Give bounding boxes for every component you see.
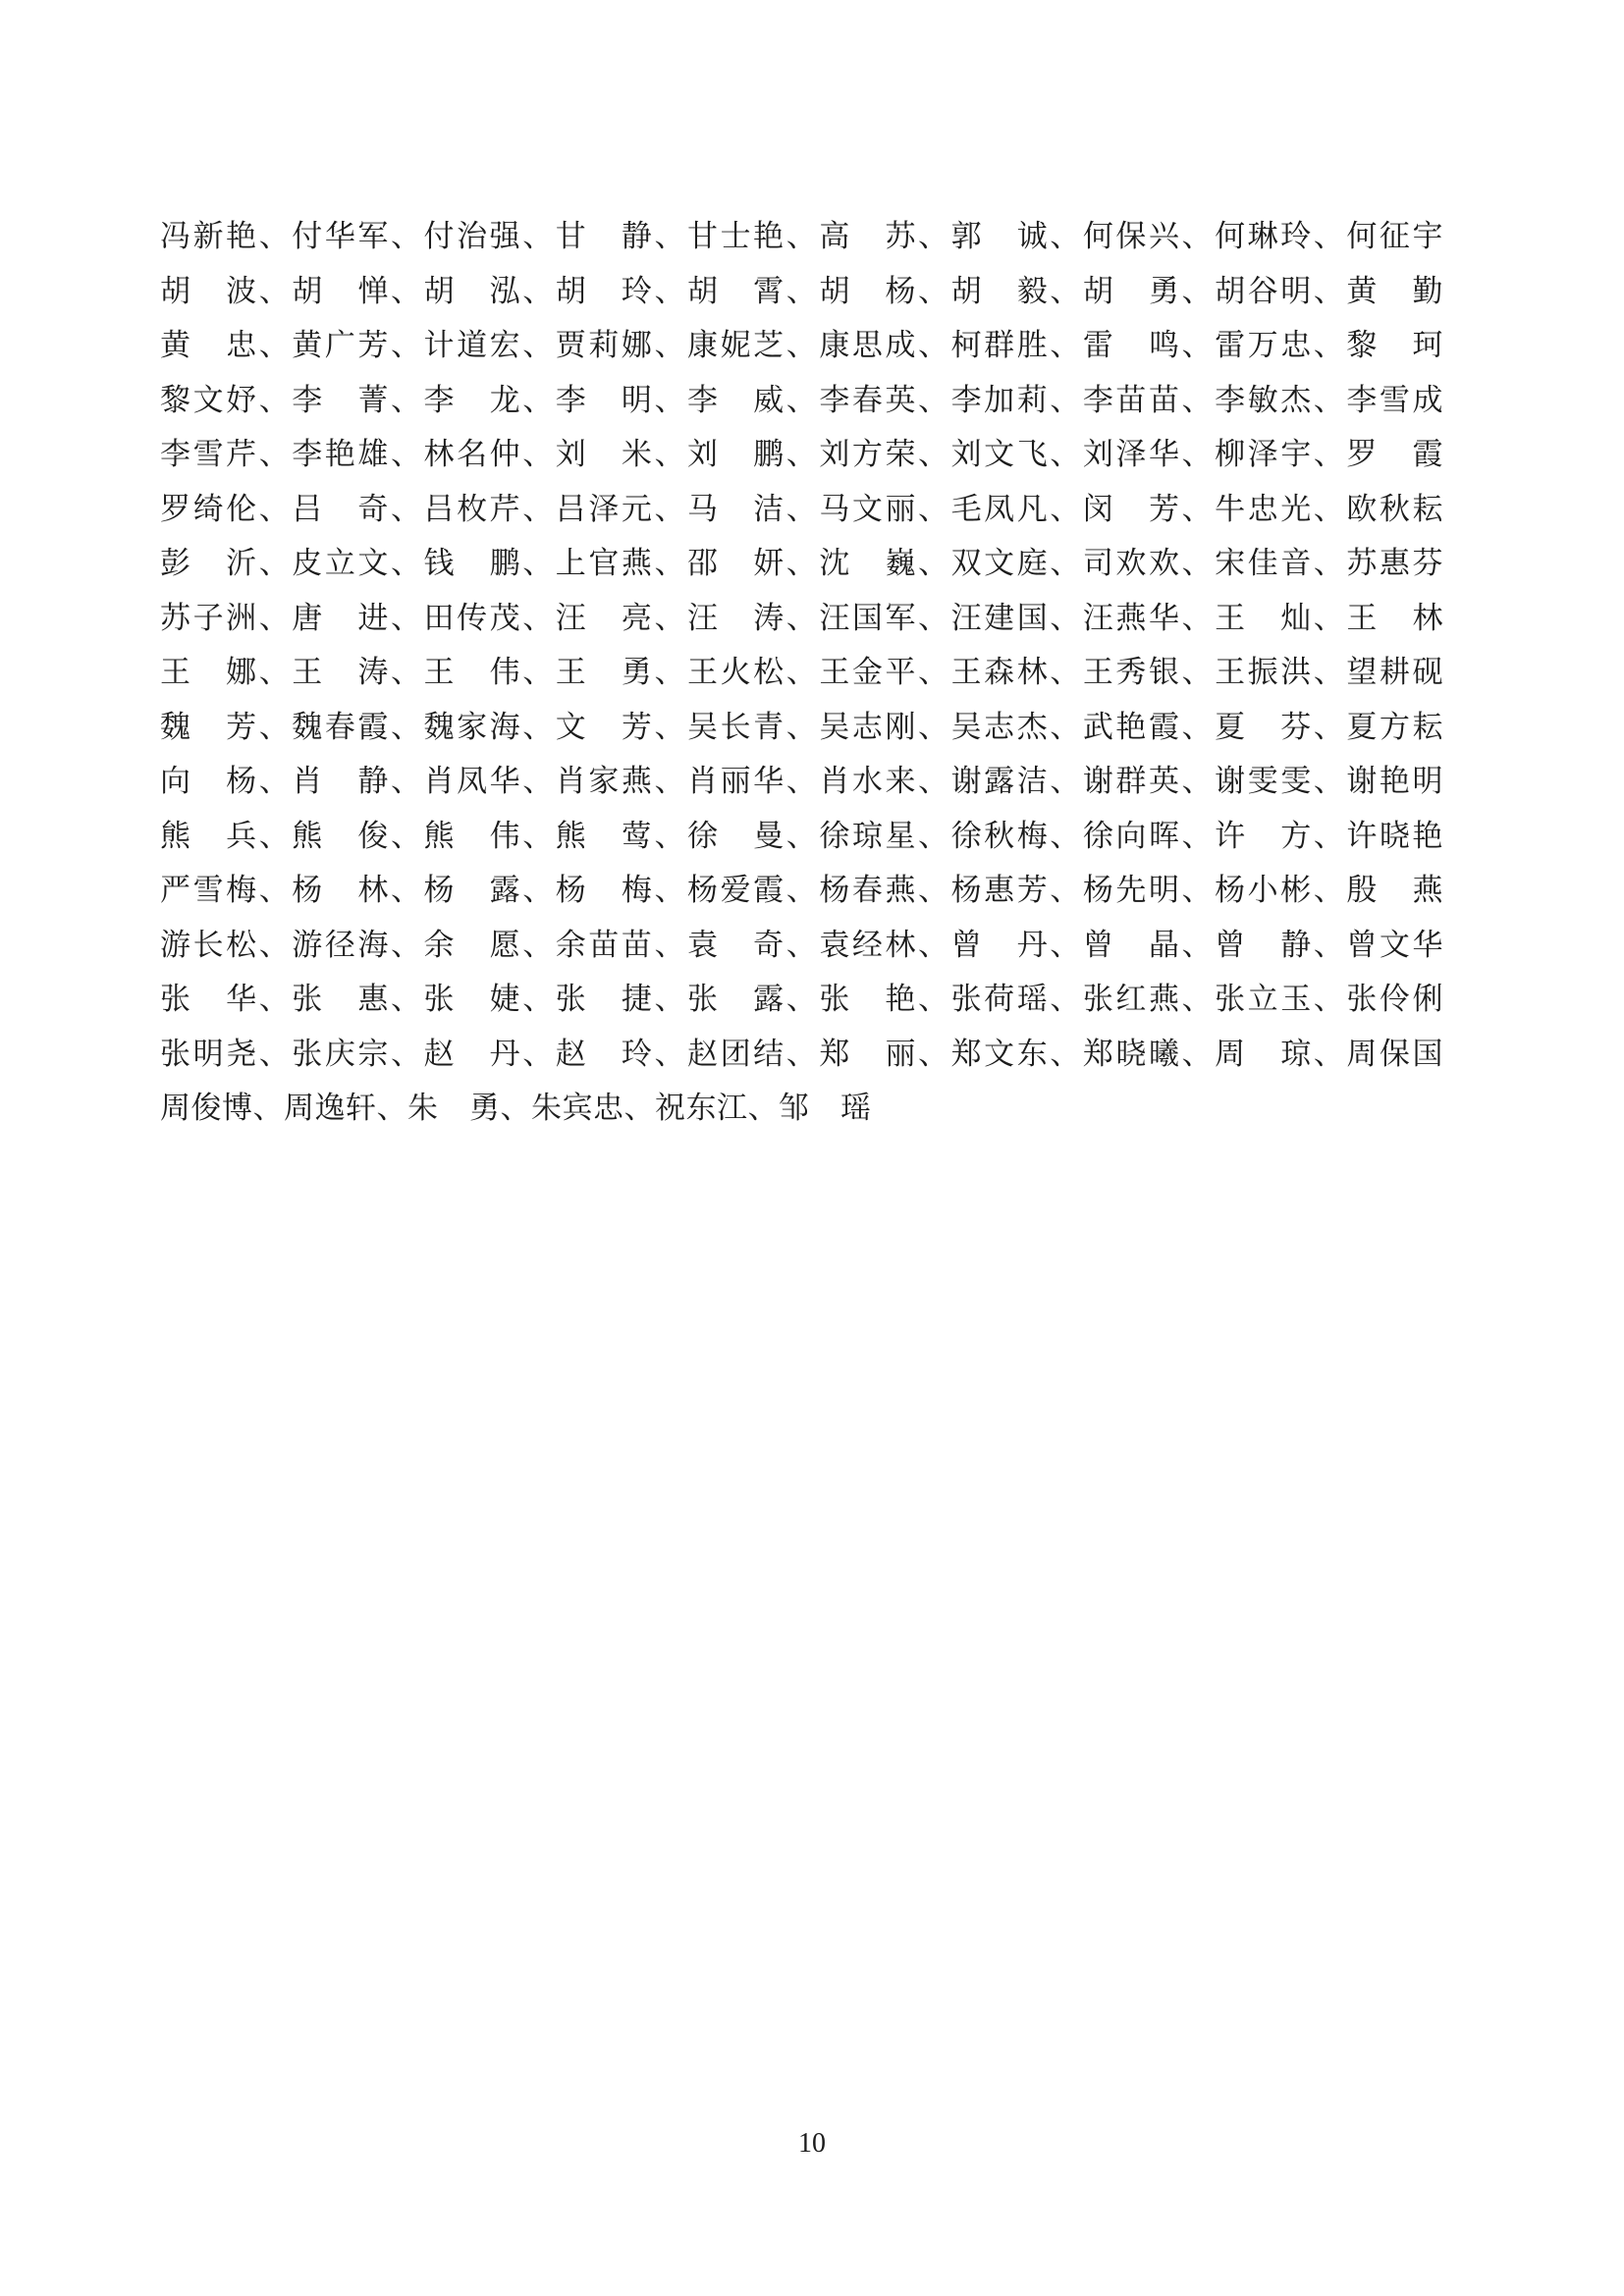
name-list — [160, 209, 1443, 1136]
name-list-line: 周俊博、周逸轩、朱 勇、朱宾忠、祝东江、邹 瑶 — [160, 1091, 872, 1125]
name-list-line: 苏子洲、唐 进、田传茂、汪 亮、汪 涛、汪国军、汪建国、汪燕华、王 灿、王 林 — [160, 600, 1443, 635]
name-list-line: 李雪芹、李艳雄、林名仲、刘 米、刘 鹏、刘方荣、刘文飞、刘泽华、柳泽宇、罗 霞 — [160, 437, 1443, 471]
name-list-line: 向 杨、肖 静、肖凤华、肖家燕、肖丽华、肖水来、谢露洁、谢群英、谢雯雯、谢艳明 — [160, 764, 1443, 798]
name-list-line: 罗绮伦、吕 奇、吕枚芹、吕泽元、马 洁、马文丽、毛凤凡、闵 芳、牛忠光、欧秋耘 — [160, 491, 1443, 526]
name-list-line: 张明尧、张庆宗、赵 丹、赵 玲、赵团结、郑 丽、郑文东、郑晓曦、周 琼、周保国 — [160, 1036, 1443, 1071]
name-list-line: 王 娜、王 涛、王 伟、王 勇、王火松、王金平、王森林、王秀银、王振洪、望耕砚 — [160, 655, 1443, 689]
name-list-line: 冯新艳、付华军、付治强、甘 静、甘士艳、高 苏、郭 诚、何保兴、何琳玲、何征宇 — [160, 219, 1443, 253]
name-list-line: 游长松、游径海、余 愿、余苗苗、袁 奇、袁经林、曾 丹、曾 晶、曾 静、曾文华 — [160, 927, 1443, 962]
name-list-line: 熊 兵、熊 俊、熊 伟、熊 莺、徐 曼、徐琼星、徐秋梅、徐向晖、许 方、许晓艳 — [160, 818, 1443, 853]
name-list-line: 黎文妤、李 菁、李 龙、李 明、李 威、李春英、李加莉、李苗苗、李敏杰、李雪成 — [160, 382, 1443, 417]
name-list-line: 严雪梅、杨 林、杨 露、杨 梅、杨爱霞、杨春燕、杨惠芳、杨先明、杨小彬、殷 燕 — [160, 873, 1443, 907]
name-list-line: 张 华、张 惠、张 婕、张 捷、张 露、张 艳、张荷瑶、张红燕、张立玉、张伶俐 — [160, 982, 1443, 1016]
page-number: 10 — [798, 2128, 826, 2159]
name-list-line: 黄 忠、黄广芳、计道宏、贾莉娜、康妮芝、康思成、柯群胜、雷 鸣、雷万忠、黎 珂 — [160, 328, 1443, 362]
name-list-line: 彭 沂、皮立文、钱 鹏、上官燕、邵 妍、沈 巍、双文庭、司欢欢、宋佳音、苏惠芬 — [160, 546, 1443, 580]
name-list-line: 胡 波、胡 惮、胡 泓、胡 玲、胡 霄、胡 杨、胡 毅、胡 勇、胡谷明、黄 勤 — [160, 273, 1443, 308]
name-list-line: 魏 芳、魏春霞、魏家海、文 芳、吴长青、吴志刚、吴志杰、武艳霞、夏 芬、夏方耘 — [160, 709, 1443, 744]
